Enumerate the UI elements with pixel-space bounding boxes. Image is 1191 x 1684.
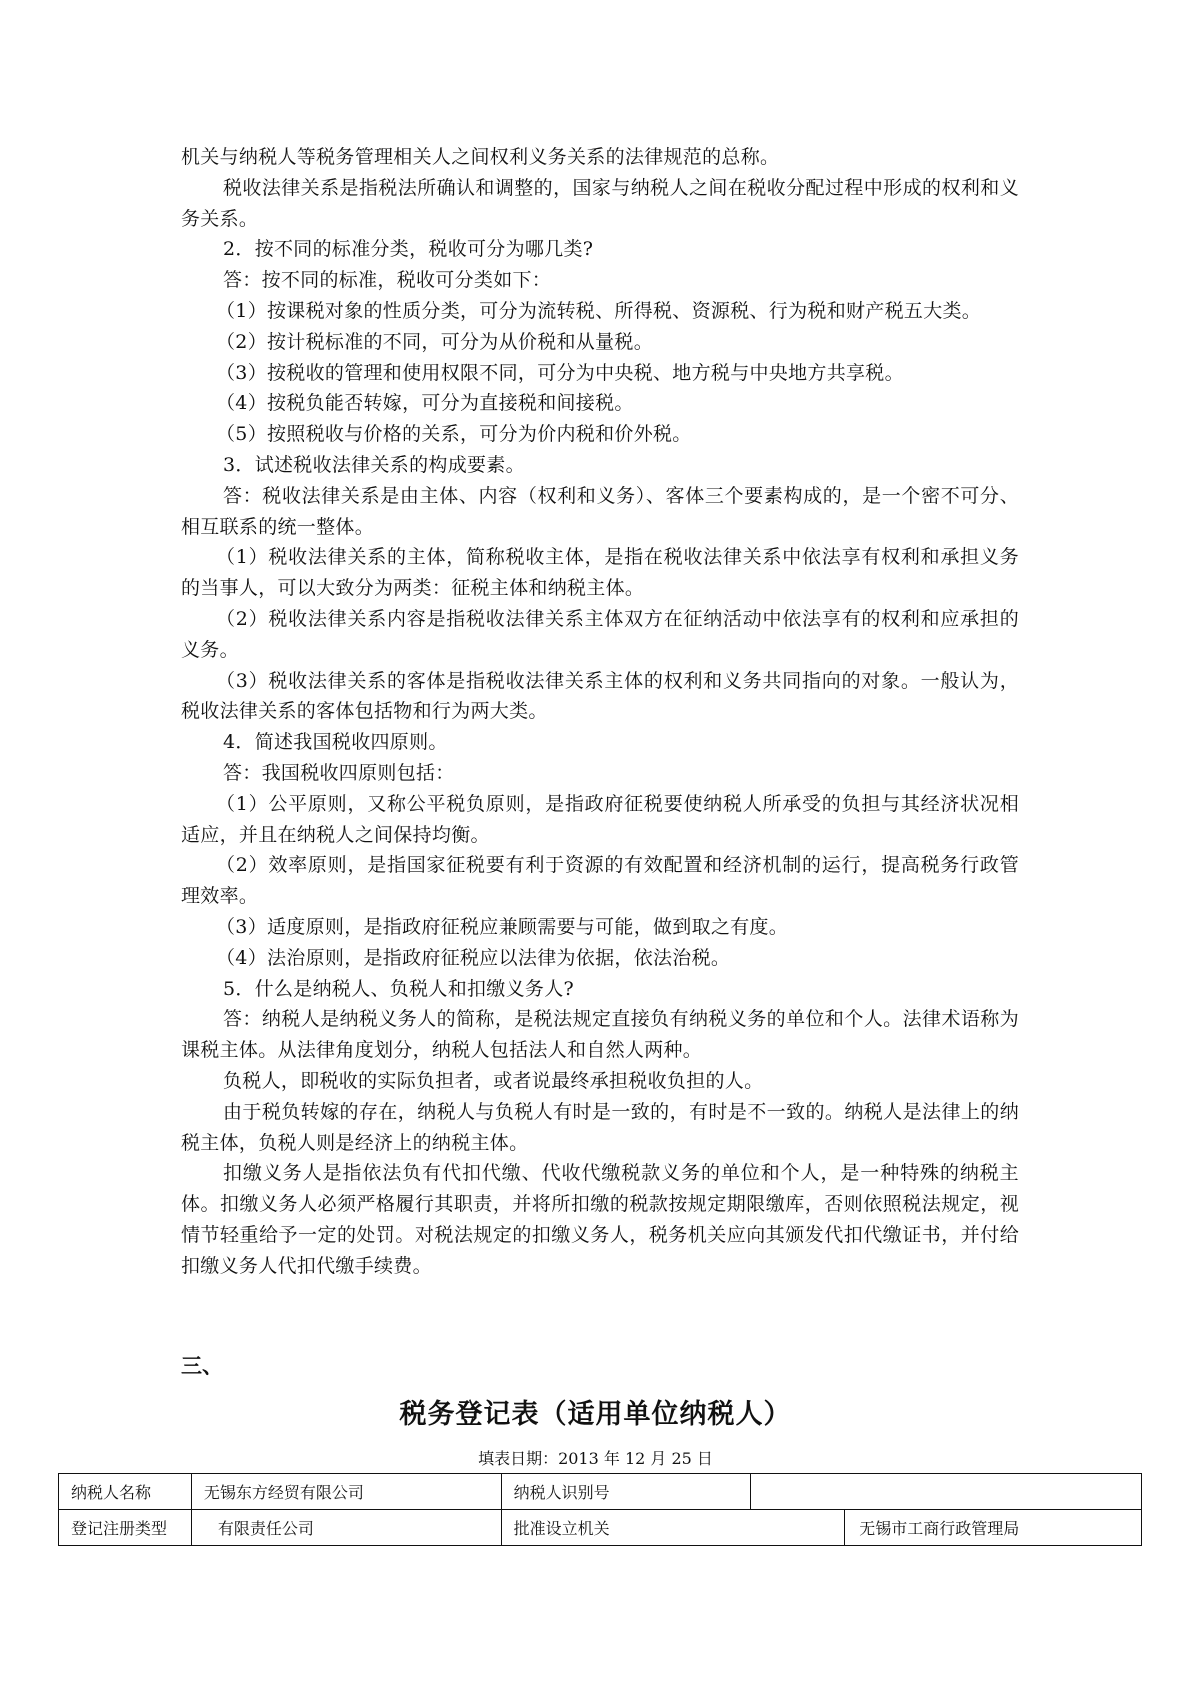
answer-paragraph: 答：我国税收四原则包括： [223, 761, 455, 784]
list-item: （1）税收法律关系的主体，简称税收主体，是指在税收法律关系中依法享有权利和承担义务的当事人，可以大致分为两类：征税主体和纳税主体。 [181, 546, 1019, 600]
answer-paragraph: 答：纳税人是纳税义务人的简称，是税法规定直接负有纳税义务的单位和个人。法律术语称为课税主体。从法律角度划分，纳税人包括法人和自然人两种。 [181, 1008, 1019, 1062]
value-cell [751, 1474, 1142, 1510]
list-item: （1）公平原则，又称公平税负原则，是指政府征税要使纳税人所承受的负担与其经济状况相适应，并且在纳税人之间保持均衡。 [181, 792, 1019, 846]
table-row [59, 1474, 1142, 1510]
form-title: 税务登记表（适用单位纳税人） [399, 1399, 792, 1430]
label-cell: 批准设立机关 [501, 1510, 845, 1546]
list-item: （2）按计税标准的不同，可分为从价税和从量税。 [216, 330, 653, 353]
label-cell: 登记注册类型 [59, 1510, 192, 1546]
list-item: （5）按照税收与价格的关系，可分为价内税和价外税。 [216, 423, 692, 446]
question-heading: 2．按不同的标准分类，税收可分为哪几类? [223, 238, 594, 261]
list-item: （4）按税负能否转嫁，可分为直接税和间接税。 [216, 392, 634, 415]
list-item: （2）效率原则，是指国家征税要有利于资源的有效配置和经济机制的运行，提高税务行政管理效率。 [181, 854, 1019, 908]
list-item: （4）法治原则，是指政府征税应以法律为依据，依法治税。 [216, 946, 731, 969]
list-item: （2）税收法律关系内容是指税收法律关系主体双方在征纳活动中依法享有的权利和应承担的义务。 [181, 607, 1019, 661]
table-row [59, 1510, 1142, 1546]
list-item: （1）按课税对象的性质分类，可分为流转税、所得税、资源税、行为税和财产税五大类。 [216, 299, 982, 322]
paragraph: 负税人，即税收的实际负担者，或者说最终承担税收负担的人。 [223, 1069, 764, 1092]
section-number: 三、 [181, 1353, 223, 1378]
answer-paragraph: 答：按不同的标准，税收可分类如下： [223, 269, 552, 292]
list-item: （3）按税收的管理和使用权限不同，可分为中央税、地方税与中央地方共享税。 [216, 361, 904, 384]
question-heading: 3．试述税收法律关系的构成要素。 [223, 453, 525, 476]
document-body [181, 142, 1019, 1281]
label-cell: 纳税人识别号 [501, 1474, 751, 1510]
value-cell: 无锡市工商行政管理局 [845, 1510, 1142, 1546]
value-cell: 有限责任公司 [191, 1510, 501, 1546]
paragraph: 扣缴义务人是指依法负有代扣代缴、代收代缴税款义务的单位和个人，是一种特殊的纳税主体。扣缴义务人必须严格履行其职责，并将所扣缴的税款按规定期限缴库，否则依照税法规定，视情节轻重给予一定的处罚。对税法规定的扣缴义务人，税务机关应向其颁发代扣代缴证书，并付给扣缴义务人代扣代缴手续费。 [181, 1162, 1019, 1277]
list-item: （3）税收法律关系的客体是指税收法律关系主体的权利和义务共同指向的对象。一般认为，税收法律关系的客体包括物和行为两大类。 [181, 669, 1019, 723]
value-cell: 无锡东方经贸有限公司 [191, 1474, 501, 1510]
fill-date: 填表日期：2013 年 12 月 25 日 [478, 1449, 713, 1468]
answer-paragraph: 答：税收法律关系是由主体、内容（权利和义务）、客体三个要素构成的，是一个密不可分、相互联系的统一整体。 [181, 484, 1019, 538]
tax-registration-table [58, 1473, 1142, 1546]
paragraph: 税收法律关系是指税法所确认和调整的，国家与纳税人之间在税收分配过程中形成的权利和义务关系。 [181, 176, 1019, 230]
question-heading: 5．什么是纳税人、负税人和扣缴义务人? [223, 977, 574, 1000]
label-cell: 纳税人名称 [59, 1474, 192, 1510]
list-item: （3）适度原则，是指政府征税应兼顾需要与可能，做到取之有度。 [216, 915, 789, 938]
question-heading: 4．简述我国税收四原则。 [223, 731, 448, 754]
paragraph: 由于税负转嫁的存在，纳税人与负税人有时是一致的，有时是不一致的。纳税人是法律上的纳税主体，负税人则是经济上的纳税主体。 [181, 1100, 1019, 1154]
paragraph: 机关与纳税人等税务管理相关人之间权利义务关系的法律规范的总称。 [181, 146, 780, 168]
